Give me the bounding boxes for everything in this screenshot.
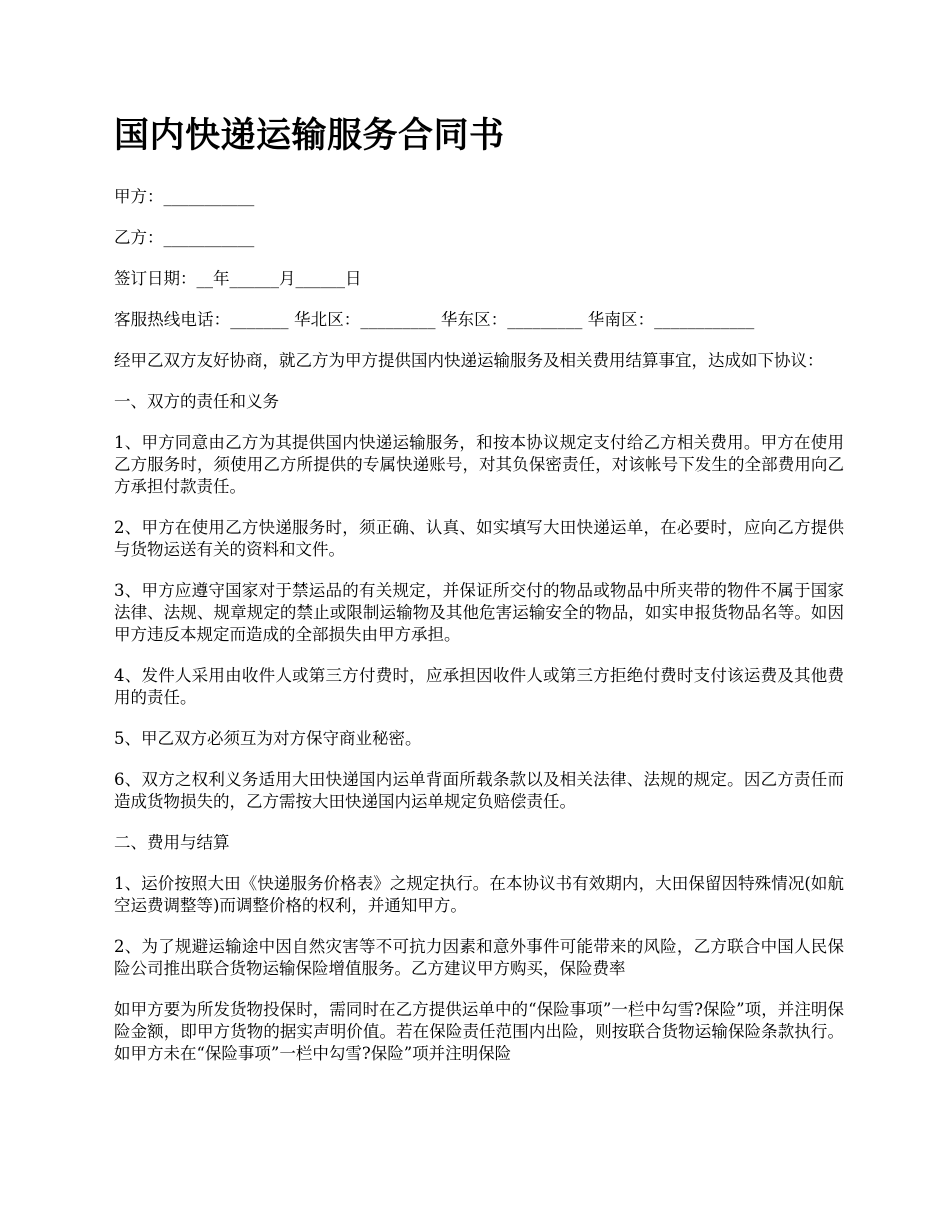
clause-2-2: 2、为了规避运输途中因自然灾害等不可抗力因素和意外事件可能带来的风险，乙方联合中国人民保险公司推出联合货物运输保险增值服务。乙方建议甲方购买，保险费率 [114, 937, 844, 978]
clause-1-5: 5、甲乙双方必须互为对方保守商业秘密。 [114, 729, 422, 748]
page-title: 国内快递运输服务合同书 [114, 115, 505, 156]
section-heading-2: 二、费用与结算 [114, 833, 230, 852]
clause-1-4: 4、发件人采用由收件人或第三方付费时，应承担因收件人或第三方拒绝付费时支付该运费及其他费用的责任。 [114, 666, 844, 707]
clause-1-1: 1、甲方同意由乙方为其提供国内快递运输服务，和按本协议规定支付给乙方相关费用。甲方在使用乙方服务时，须使用乙方所提供的专属快递账号，对其负保密责任，对该帐号下发生的全部费用向乙方承担付款责任。 [114, 433, 844, 496]
clause-1-6: 6、双方之权利义务适用大田快递国内运单背面所载条款以及相关法律、法规的规定。因乙方责任而造成货物损失的，乙方需按大田快递国内运单规定负赔偿责任。 [114, 770, 844, 811]
party-b-line: 乙方：___________ [114, 228, 255, 247]
clause-2-1: 1、运价按照大田《快递服务价格表》之规定执行。在本协议书有效期内，大田保留因特殊情况(如航空运费调整等)而调整价格的权利，并通知甲方。 [114, 874, 844, 915]
party-a-line: 甲方：___________ [114, 187, 255, 206]
sign-date-line: 签订日期：__年______月______日 [114, 269, 362, 288]
clause-1-3: 3、甲方应遵守国家对于禁运品的有关规定，并保证所交付的物品或物品中所夹带的物件不属于国家法律、法规、规章规定的禁止或限制运输物及其他危害运输安全的物品，如实申报货物品名等。如因甲方违反本规定而造成的全部损失由甲方承担。 [114, 581, 844, 644]
contract-page [114, 112, 844, 1084]
hotline-line: 客服热线电话：_______ 华北区：_________ 华东区：_________ 华南区：____________ [114, 310, 755, 329]
clause-2-2-continued: 如甲方要为所发货物投保时，需同时在乙方提供运单中的“保险事项”一栏中勾雪?保险”项，并注明保险金额，即甲方货物的据实声明价值。若在保险责任范围内出险，则按联合货物运输保险条款执行。如甲方未在“保险事项”一栏中勾雪?保险”项并注明保险 [114, 1000, 844, 1063]
intro-paragraph: 经甲乙双方友好协商，就乙方为甲方提供国内快递运输服务及相关费用结算事宜，达成如下协议： [114, 351, 824, 370]
clause-1-2: 2、甲方在使用乙方快递服务时，须正确、认真、如实填写大田快递运单，在必要时，应向乙方提供与货物运送有关的资料和文件。 [114, 518, 844, 559]
section-heading-1: 一、双方的责任和义务 [114, 392, 279, 411]
